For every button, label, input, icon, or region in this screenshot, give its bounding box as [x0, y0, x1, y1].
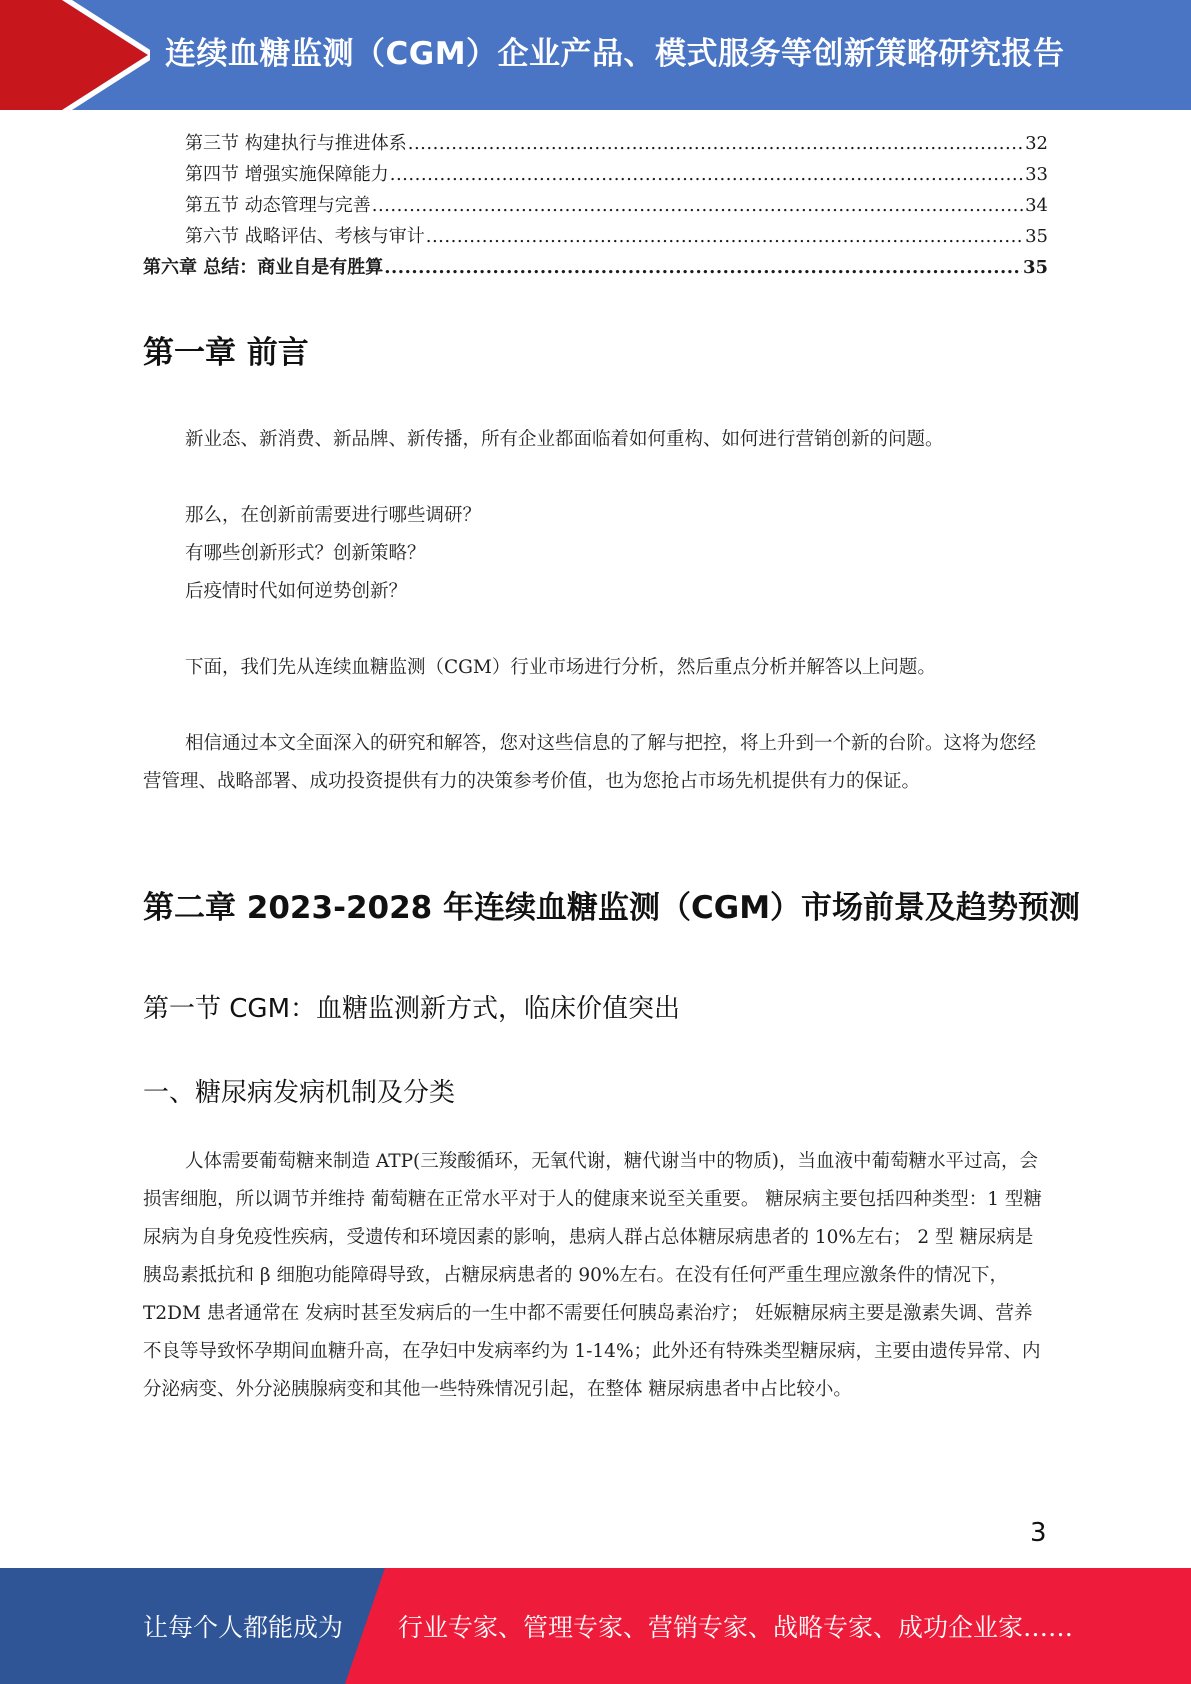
body-paragraph: 人体需要葡萄糖来制造 ATP(三羧酸循环，无氧代谢，糖代谢当中的物质)，当血液中葡萄糖水平过高，会损害细胞，所以调节并维持 葡萄糖在正常水平对于人的健康来说至关重要。 糖尿病主要包括四种类型：1 型糖尿病为自身免疫性疾病，受遗传和环境因素的影响，患病人群占总体糖尿病患者的 10%左右； 2 型 糖尿病是胰岛素抵抗和 β 细胞功能障碍导致，占糖尿病患者的 90%左右。在没有任何严重生理应激条件的情况下，T2DM 患者通常在 发病时甚至发病后的一生中都不需要任何胰岛素治疗； 妊娠糖尿病主要是激素失调、营养不良等导致怀孕期间血糖升高，在孕妇中发病率约为 1-14%；此外还有特殊类型糖尿病，主要由遗传异常、内分泌病变、外分泌胰腺病变和其他一些特殊情况引起，在整体 糖尿病患者中占比较小。: [143, 1151, 1042, 1400]
chapter-1-heading: 第一章 前言: [143, 335, 309, 371]
toc-entry-page: 32: [1025, 133, 1048, 154]
page-footer: [0, 1568, 1191, 1684]
report-title: 连续血糖监测（CGM）企业产品、模式服务等创新策略研究报告: [165, 36, 1065, 72]
toc-entry-page: 34: [1025, 195, 1048, 216]
toc-entry[interactable]: [143, 159, 1048, 190]
analysis-paragraph: 下面，我们先从连续血糖监测（CGM）行业市场进行分析，然后重点分析并解答以上问题。: [185, 657, 936, 678]
toc-entry-label: 第六章 总结：商业自是有胜算: [143, 257, 384, 278]
page-header: [0, 0, 1191, 110]
header-red-chevron: [0, 0, 150, 110]
table-of-contents: [143, 128, 1048, 283]
question-line-2: 有哪些创新形式？创新策略？: [185, 543, 426, 564]
question-line-3: 后疫情时代如何逆势创新？: [185, 581, 408, 602]
toc-entry[interactable]: [143, 128, 1048, 159]
toc-entry-label: 第六节 战略评估、考核与审计: [185, 226, 425, 247]
page-number: 3: [1030, 1518, 1047, 1548]
toc-entry-label: 第三节 构建执行与推进体系: [185, 133, 407, 154]
toc-entry-page: 35: [1022, 257, 1048, 278]
toc-leader-dots: [408, 128, 1024, 159]
toc-entry-label: 第四节 增强实施保障能力: [185, 164, 389, 185]
toc-entry[interactable]: [143, 190, 1048, 221]
toc-leader-dots: [372, 190, 1024, 221]
toc-leader-dots: [390, 159, 1024, 190]
toc-entry[interactable]: [143, 221, 1048, 252]
toc-entry-chapter[interactable]: [143, 252, 1048, 283]
toc-entry-page: 35: [1025, 226, 1048, 247]
subsection-heading: 一、糖尿病发病机制及分类: [143, 1078, 456, 1108]
toc-leader-dots: [384, 252, 1022, 283]
chapter-2-heading: 第二章 2023-2028 年连续血糖监测（CGM）市场前景及趋势预测: [143, 890, 1081, 926]
footer-slogan-right: 行业专家、管理专家、营销专家、战略专家、成功企业家……: [398, 1613, 1074, 1642]
intro-paragraph: 新业态、新消费、新品牌、新传播，所有企业都面临着如何重构、如何进行营销创新的问题。: [185, 429, 944, 450]
footer-slogan-left: 让每个人都能成为: [143, 1613, 344, 1642]
toc-entry-page: 33: [1025, 164, 1048, 185]
question-line-1: 那么，在创新前需要进行哪些调研？: [185, 505, 482, 526]
toc-entry-label: 第五节 动态管理与完善: [185, 195, 371, 216]
toc-leader-dots: [426, 221, 1024, 252]
section-1-heading: 第一节 CGM：血糖监测新方式，临床价值突出: [143, 994, 680, 1024]
conclusion-paragraph: 相信通过本文全面深入的研究和解答，您对这些信息的了解与把控，将上升到一个新的台阶。这将为您经营管理、战略部署、成功投资提供有力的决策参考价值，也为您抢占市场先机提供有力的保证。: [143, 733, 1037, 792]
